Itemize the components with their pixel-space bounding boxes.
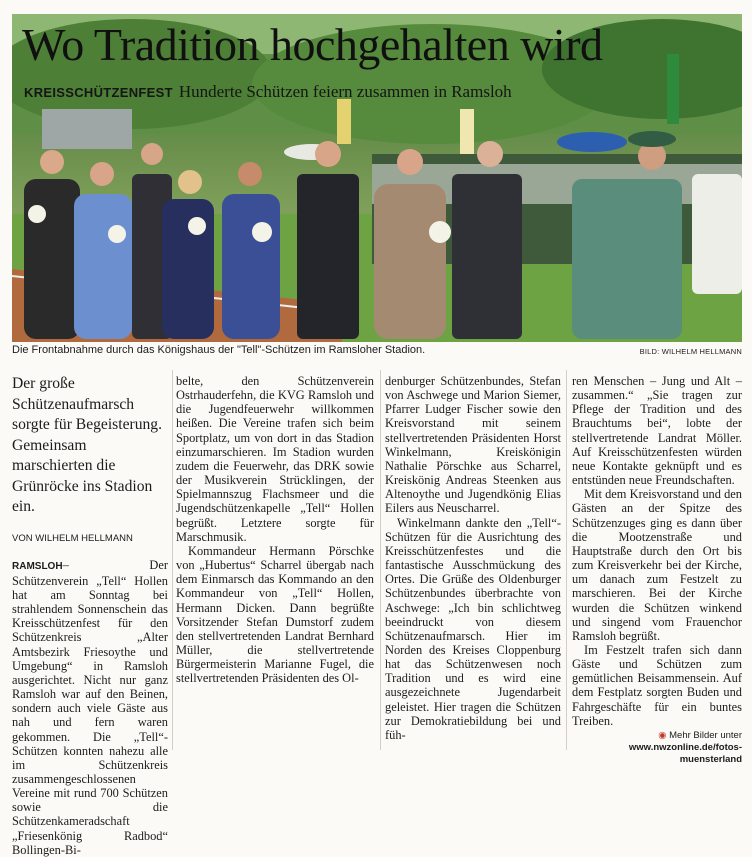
article-paragraph: Kommandeur Hermann Pörschke von „Hubertus“ Scharrel übergab nach dem Einmarsch das Kommando an den Kommandeur von „Tell“ Hollen, Hermann Dicken. Dann begrüßte Vorsitzender Stefan Dumstorf zudem den stellvertretenden Landrat Bernhard Müller, die stellvertretende Bürgermeisterin Marianne Fugel, die stellvertretenden Präsidenten des Ol-: [176, 543, 374, 686]
camera-icon: ◉: [658, 729, 667, 741]
photo-credit: BILD: WILHELM HELLMANN: [639, 347, 742, 356]
column-rule: [380, 370, 381, 750]
headline: Wo Tradition hochgehalten wird: [22, 19, 603, 70]
dateline: RAMSLOH: [12, 560, 63, 572]
column-rule: [566, 370, 567, 750]
subheadline-row: [24, 82, 512, 102]
kicker: KREISSCHÜTZENFEST: [24, 85, 173, 100]
article-column-1: [12, 374, 168, 857]
more-photos-link[interactable]: [572, 730, 742, 766]
lead-photo: [12, 14, 742, 342]
article-paragraph: belte, den Schützenverein Ostrhauderfehn, die KVG Ramsloh und die Jugendfeuerwehr willkommen heißen. Die Vereine trafen sich beim Sportplatz, um von dort in das Stadion einzumarschieren. Im Stadion wurden zudem die Feuerwehr, das DRK sowie der Musikverein Strücklingen, der Spielmannszug Flachsmeer und die Jugendschützenkapelle „Tell“ Hollen begrüßt. Letztere sorgte für Marschmusik.: [176, 374, 374, 544]
more-photos-label: Mehr Bilder unter: [669, 729, 742, 741]
photo-caption-row: [12, 344, 742, 360]
column-rule: [172, 370, 173, 750]
article-paragraph: denburger Schützenbundes, Stefan von Aschwege und Marion Siemer, Pfarrer Ludger Fischer sowie den Kreisvorstand mit seinem stellvertretenden Präsidenten Horst Winkelmann, Kreiskönigin Nathalie Pörschke aus Scharrel, Kreiskönig Andreas Steenken aus Altenoythe und Jugendkönig Elias Eilers aus Neuscharrel.: [385, 374, 561, 516]
photo-caption: Die Frontabnahme durch das Königshaus der "Tell"-Schützen im Ramsloher Stadion.: [12, 344, 426, 356]
article-paragraph: ren Menschen – Jung und Alt – zusammen.“ „Sie tragen zur Pflege der Tradition und des Brauchtums bei“, lobte der stellvertretende Landrat Möller. Auf Kreisschützenfesten würden neue Kontakte geknüpft und es entstünden neue Freundschaften.: [572, 374, 742, 488]
article-paragraph: Mit dem Kreisvorstand und den Gästen an der Spitze des Schützenzuges ging es dann über die Mootzenstraße und Hauptstraße durch den Ort bis zum Kreisverkehr bei der Kirche, um danach zum Festzelt zu marschieren. Bei der Kirche wurden die Schützen winkend und singend vom Frauenchor Ramsloh begrüßt.: [572, 487, 742, 643]
article-column-2: [176, 374, 374, 685]
subheadline: Hunderte Schützen feiern zusammen in Ramsloh: [178, 82, 512, 101]
article-column-4: [572, 374, 742, 766]
article-paragraph: Im Festzelt trafen sich dann Gäste und Schützen zum gemütlichen Beisammensein. Auf dem Festplatz sorgten Buden und Fahrgeschäfte für ein buntes Treiben.: [572, 642, 742, 728]
article-text: – Der Schützenverein „Tell“ Hollen hat am Sonntag bei strahlendem Sonnenschein das Kreisschützenfest für den Schützenkreis „Alter Amtsbezirk Friesoythe und Umgebung“ in Ramsloh ausgerichtet. Nicht nur ganz Ramsloh war auf den Beinen, sondern auch viele Gäste aus nah und fern waren gekommen. Die „Tell“-Schützen konnten nahezu alle im Schützenkreis zusammengeschlossenen Vereine mit rund 700 Schützen sowie die Schützenkameradschaft „Friesenkönig Radbod“ Bollingen-Bi-: [12, 557, 168, 857]
byline: VON WILHELM HELLMANN: [12, 532, 133, 544]
article-column-3: [385, 374, 561, 742]
article-paragraph: [12, 558, 168, 857]
more-photos-url[interactable]: www.nwzonline.de/fotos-muensterland: [628, 741, 742, 765]
article-intro: Der große Schützenaufmarsch sorgte für Begeisterung. Gemeinsam marschierten die Grünröcke ins Stadion ein.: [12, 375, 162, 515]
article-paragraph: Winkelmann dankte den „Tell“-Schützen für die Ausrichtung des Kreisschützenfestes und die fantastische Ausschmückung des Ortes. Die Grüße des Oldenburger Schützenbundes überbrachte von Aschwege: „Ich bin schlichtweg beeindruckt von diesem Schützenaufmarsch. Hier im Norden des Kreises Cloppenburg hat das Schützenwesen noch Tradition und es wird eine ausgezeichnete Jugendarbeit geleistet. Hier tragen die Schützen zur Demokratiebildung bei und füh-: [385, 515, 561, 742]
